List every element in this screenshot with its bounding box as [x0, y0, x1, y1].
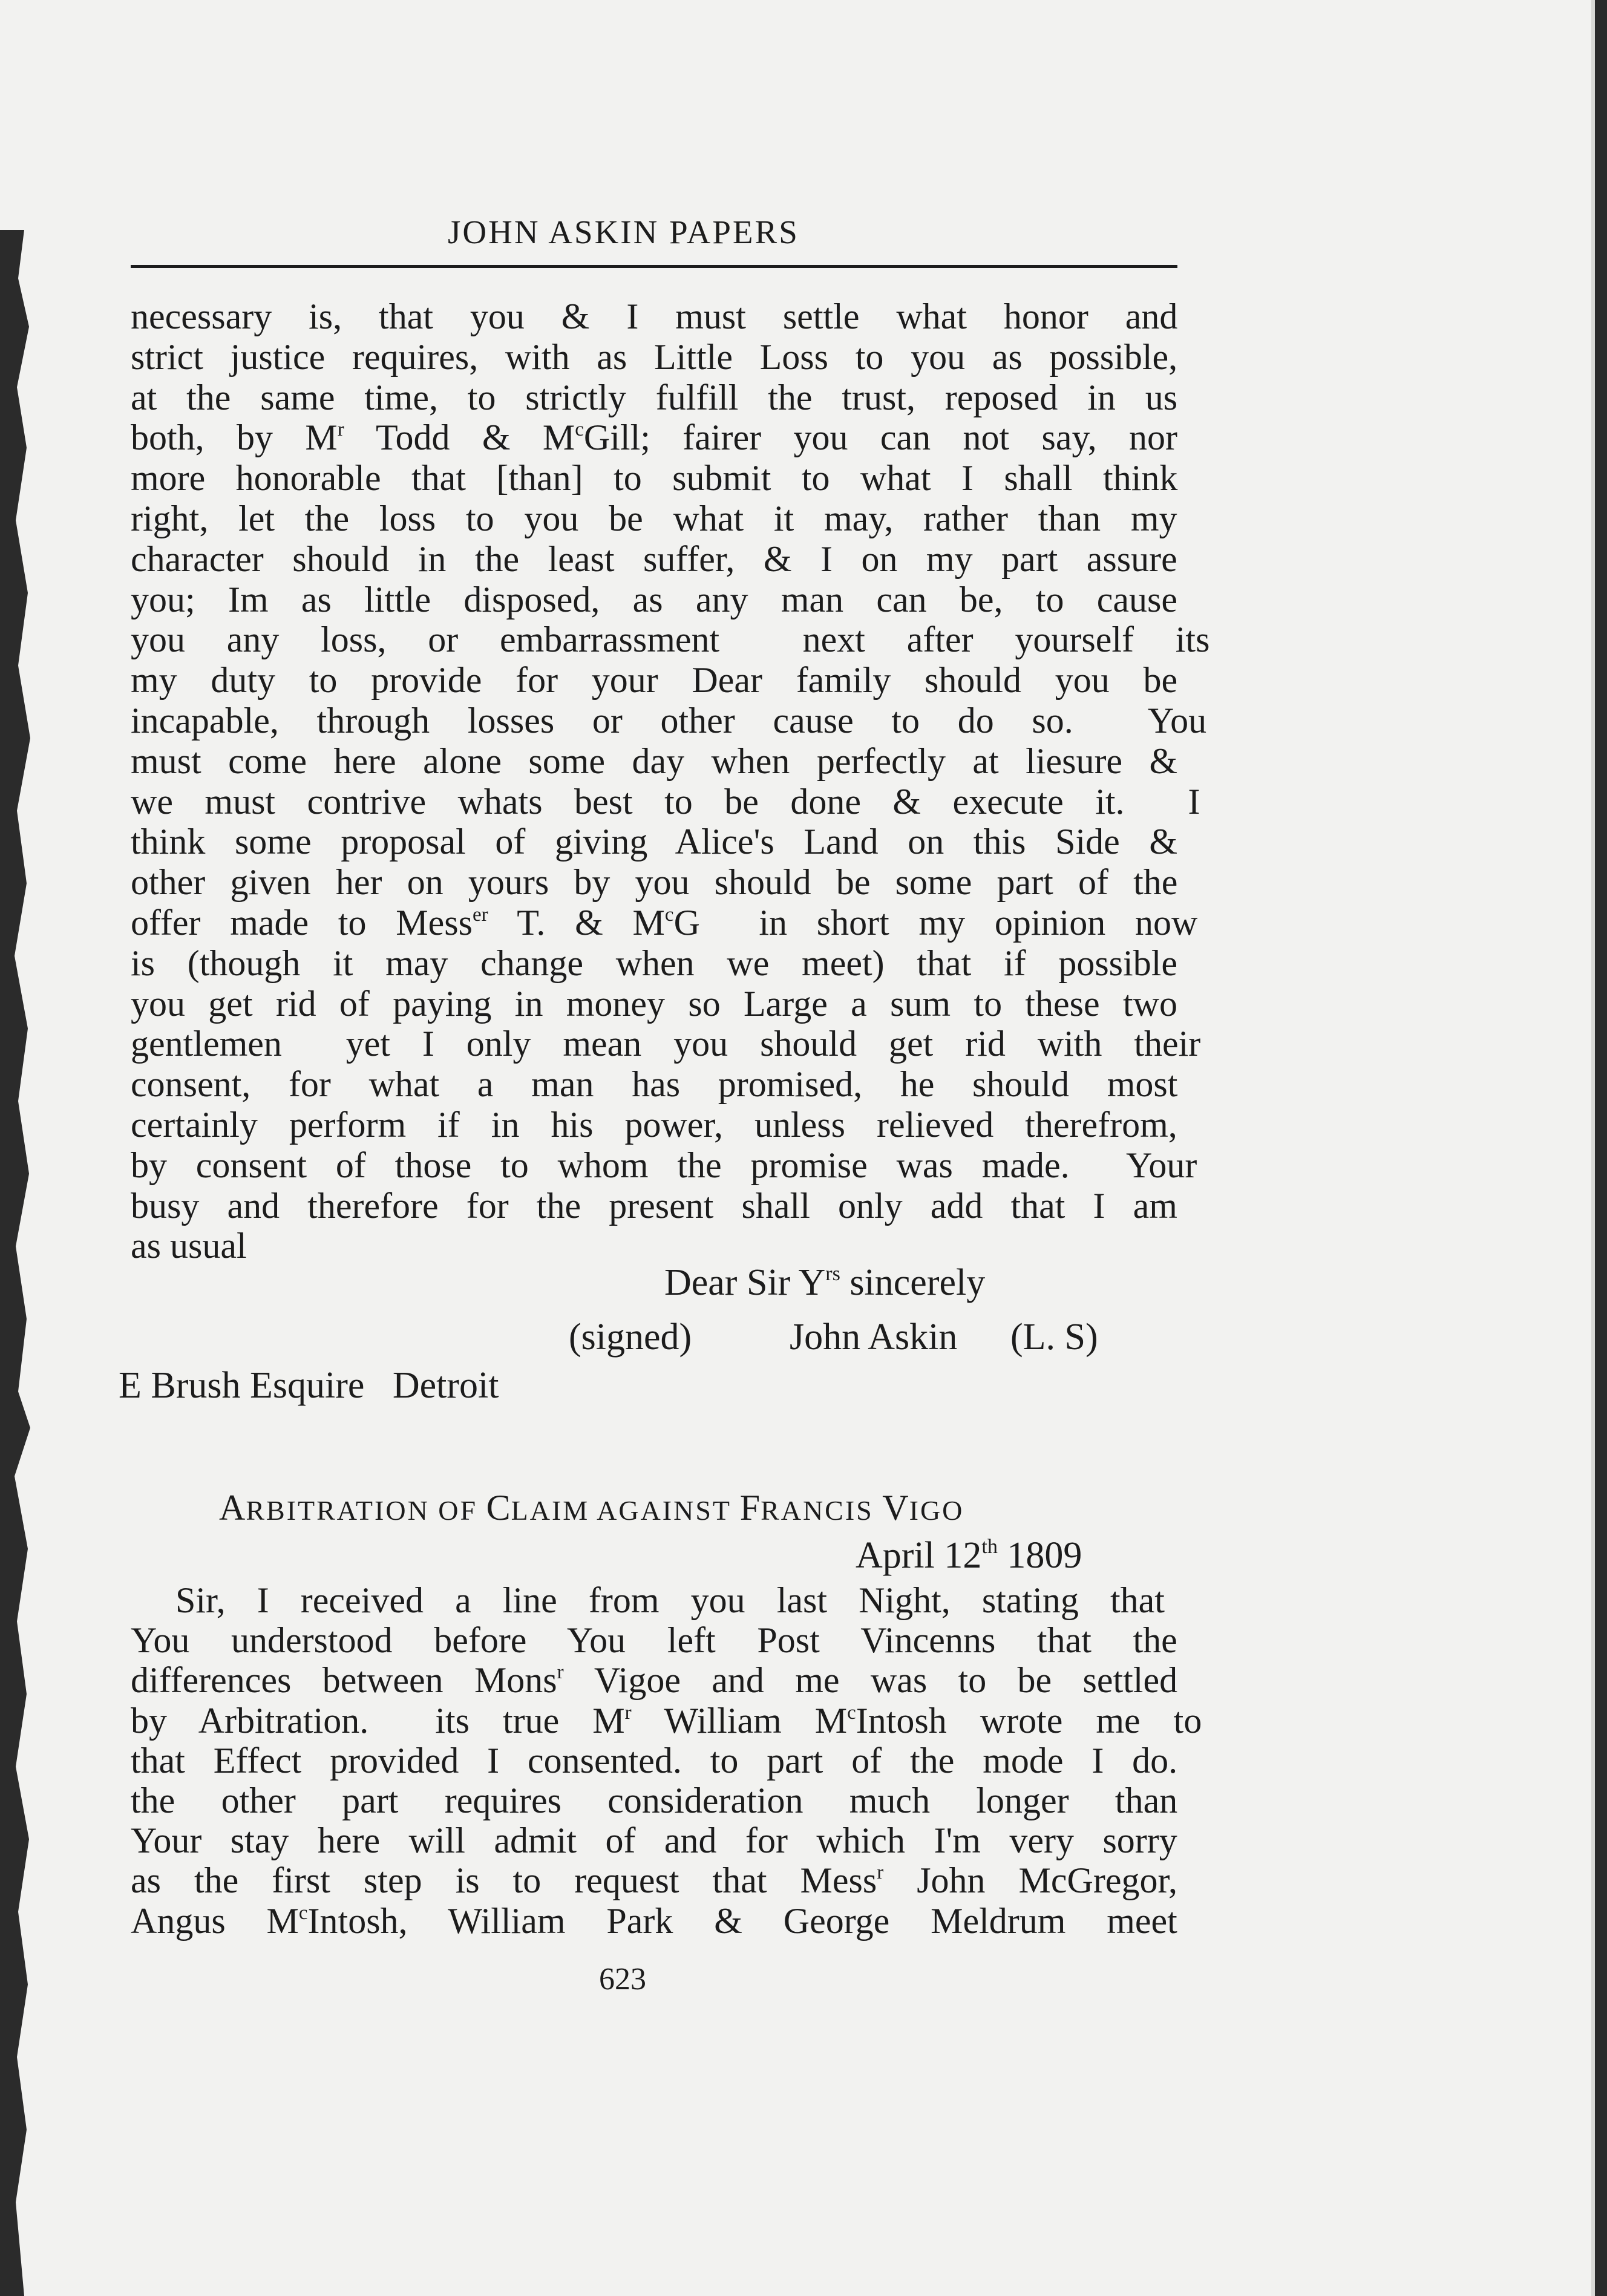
title-small-caps: RANCIS — [761, 1495, 883, 1526]
line-fragment: Todd & M — [344, 417, 575, 458]
superscript: c — [298, 1902, 308, 1924]
letter-line: busy and therefore for the present shall only add that I am — [131, 1185, 1177, 1226]
line-fragment: Intosh wrote me to — [856, 1700, 1202, 1741]
torn-edge — [0, 230, 42, 2296]
superscript: c — [575, 419, 584, 441]
letter2-line — [131, 1901, 1177, 1941]
letter-line: certainly perform if in his power, unless relieved therefrom, — [131, 1105, 1177, 1145]
line-fragment: Angus M — [131, 1900, 299, 1941]
letter-date — [856, 1534, 1082, 1577]
superscript: r — [877, 1862, 884, 1884]
line-fragment: Intosh, William Park & George Meldrum meet — [307, 1900, 1177, 1941]
letter-line: think some proposal of giving Alice's Land on this Side & — [131, 822, 1178, 862]
letter2-line — [131, 1701, 1202, 1741]
header-rule — [131, 265, 1177, 268]
letter-line — [131, 903, 1197, 943]
letter-line: more honorable that [than] to submit to what I shall think — [131, 458, 1178, 499]
letter-line: my duty to provide for your Dear family should you be — [131, 660, 1178, 701]
line-fragment: William M — [631, 1700, 848, 1741]
line-fragment: as the first step is to request that Mess — [131, 1860, 877, 1901]
superscript: r — [337, 419, 344, 441]
line-fragment: Vigoe and me was to be settled — [563, 1660, 1178, 1701]
letter-line: you any loss, or embarrassment next after yourself its — [131, 620, 1210, 660]
superscript: r — [557, 1661, 564, 1684]
letter-line: other given her on yours by you should be some part of the — [131, 862, 1178, 903]
title-capital: A — [219, 1488, 246, 1528]
page-number: 623 — [599, 1962, 646, 1997]
line-fragment: differences between Mons — [131, 1660, 557, 1701]
letter2-line: the other part requires consideration much longer than — [131, 1781, 1178, 1820]
letter-line: right, let the loss to you be what it may, rather than my — [131, 499, 1177, 538]
letter-line: consent, for what a man has promised, he should most — [131, 1064, 1178, 1105]
letter-line: at the same time, to strictly fulfill the trust, reposed in us — [131, 377, 1178, 417]
letter-line: as usual — [131, 1226, 247, 1266]
letter-line: gentlemen yet I only mean you should get rid with their — [131, 1024, 1201, 1064]
letter-line: you get rid of paying in money so Large a sum to these two — [131, 983, 1177, 1024]
salutation-tail: sincerely — [840, 1262, 986, 1303]
superscript: c — [847, 1701, 856, 1724]
line-fragment: Gill; fairer you can not say, nor — [583, 417, 1177, 458]
salutation — [664, 1261, 985, 1304]
letter-line: character should in the least suffer, & I on my part assure — [131, 538, 1177, 579]
date-text: April 12 — [856, 1535, 982, 1576]
letter-line: you; Im as little disposed, as any man can be, to cause — [131, 579, 1177, 620]
letter2-line: You understood before You left Post Vincenns that the — [131, 1620, 1177, 1661]
title-capital: V — [882, 1488, 909, 1528]
superscript: er — [472, 903, 488, 926]
letter2-line — [131, 1860, 1177, 1900]
letter2-line: Sir, I received a line from you last Night, stating that — [175, 1580, 1165, 1620]
title-capital: F — [739, 1488, 761, 1528]
letter-line — [131, 417, 1177, 457]
line-fragment: T. & M — [488, 903, 665, 943]
title-small-caps: LAIM AGAINST — [511, 1495, 740, 1526]
salutation-superscript: rs — [825, 1263, 840, 1286]
letter2-line: Your stay here will admit of and for which I'm very sorry — [131, 1820, 1177, 1861]
line-fragment: G in short my opinion now — [673, 903, 1198, 943]
letter-line: by consent of those to whom the promise was made. Your — [131, 1145, 1197, 1185]
letter2-line — [131, 1660, 1177, 1700]
letter-line: we must contrive whats best to be done & execute it. I — [131, 781, 1200, 822]
superscript: c — [664, 903, 674, 926]
letter-line: necessary is, that you & I must settle what honor and — [131, 296, 1178, 336]
letter-line: is (though it may change when we meet) that if possible — [131, 943, 1177, 983]
letter-line: incapable, through losses or other cause to do so. You — [131, 701, 1207, 741]
running-head: JOHN ASKIN PAPERS — [448, 214, 799, 250]
addressee: E Brush Esquire Detroit — [119, 1365, 499, 1406]
signed-label: (signed) — [569, 1316, 692, 1358]
title-small-caps: IGO — [909, 1495, 964, 1526]
superscript: r — [624, 1701, 632, 1724]
line-fragment: John McGregor, — [883, 1860, 1178, 1901]
title-capital: C — [486, 1488, 511, 1528]
salutation-text: Dear Sir Y — [664, 1262, 826, 1303]
line-fragment: offer made to Mess — [131, 903, 473, 943]
title-small-caps: RBITRATION OF — [246, 1495, 486, 1526]
line-fragment: by Arbitration. its true M — [131, 1700, 625, 1741]
date-year: 1809 — [997, 1535, 1082, 1576]
signer-name: John Askin — [790, 1316, 958, 1358]
line-fragment: both, by M — [131, 417, 338, 458]
date-superscript: th — [981, 1536, 998, 1558]
letter-line: strict justice requires, with as Little Loss to you as possible, — [131, 336, 1178, 377]
letter2-line: that Effect provided I consented. to part of the mode I do. — [131, 1740, 1178, 1781]
section-title — [219, 1487, 964, 1529]
seal-mark: (L. S) — [1010, 1316, 1098, 1358]
letter-line: must come here alone some day when perfectly at liesure & — [131, 741, 1178, 781]
